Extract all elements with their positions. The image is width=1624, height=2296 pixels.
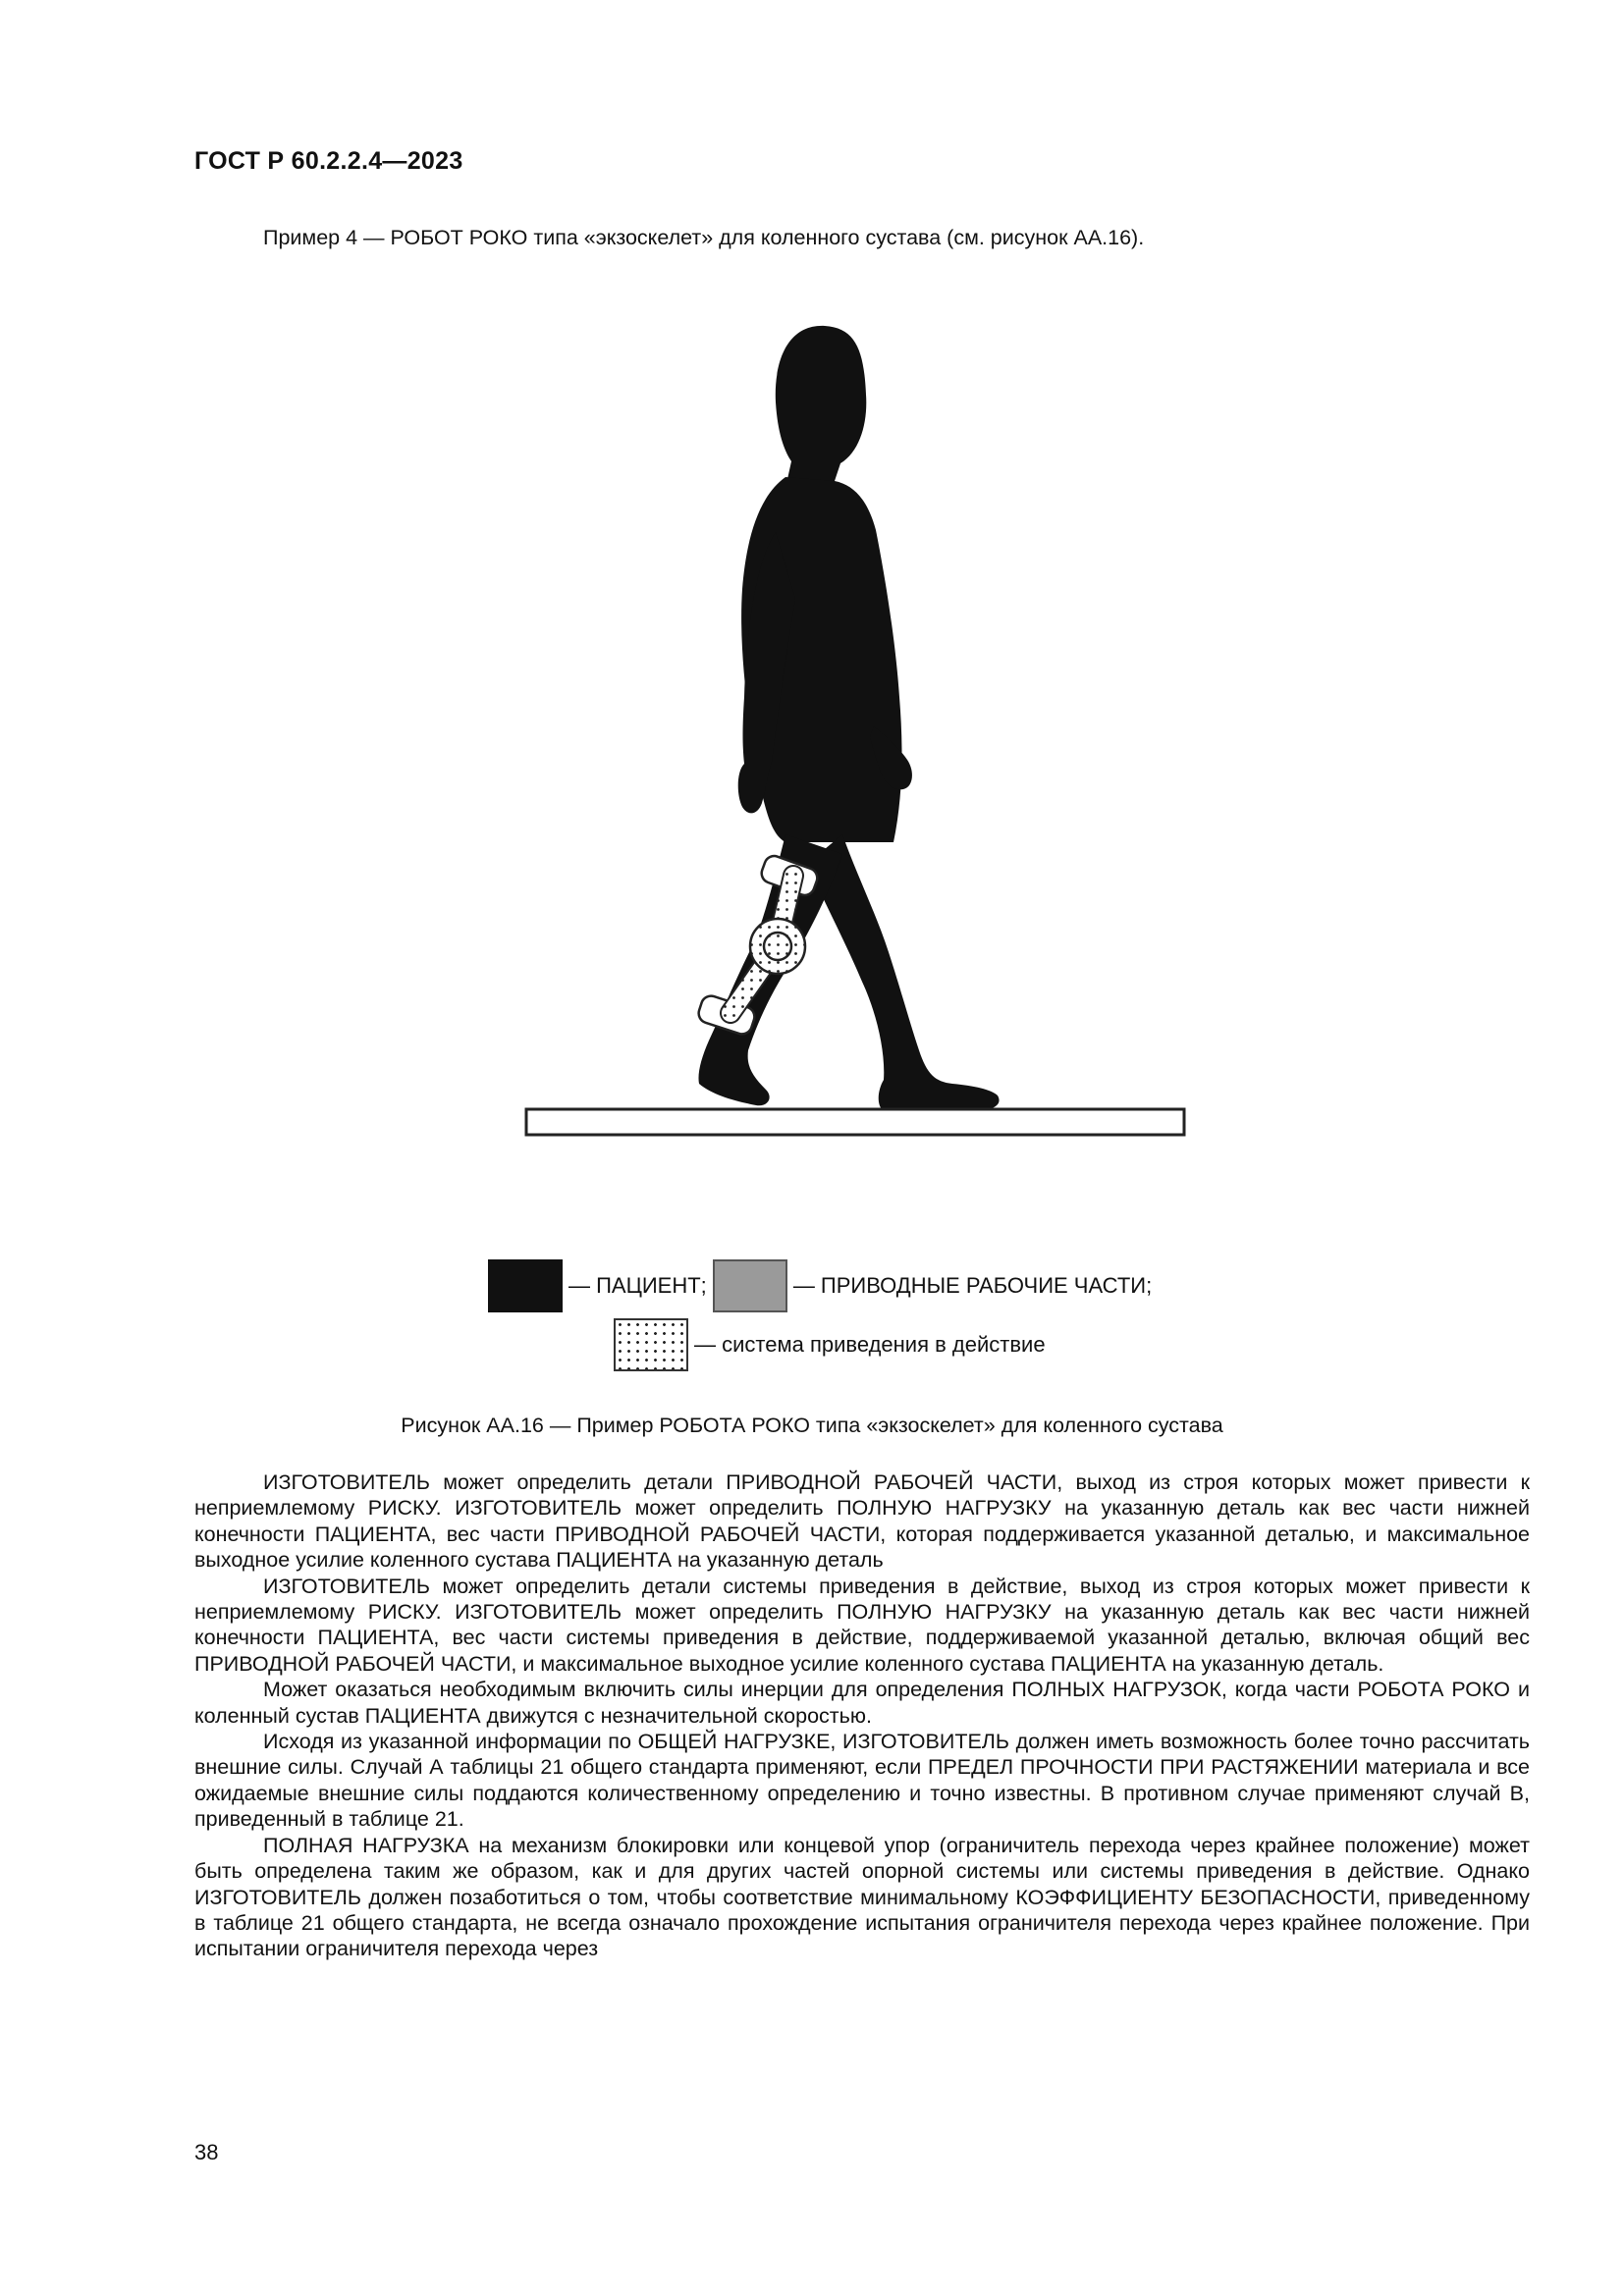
legend-row-1 — [488, 1259, 1158, 1312]
body-text — [194, 1469, 1530, 1962]
legend-driven-parts-label: — ПРИВОДНЫЕ РАБОЧИЕ ЧАСТИ; — [792, 1273, 1153, 1298]
driven-parts-swatch — [713, 1259, 787, 1312]
paragraph-4: Исходя из указанной информации по ОБЩЕЙ НАГРУЗКЕ, ИЗГОТОВИТЕЛЬ должен иметь возможность более точно рассчитать внешние силы. Случай А таблицы 21 общего стандарта применяют, если ПРЕДЕЛ ПРОЧНОСТИ ПРИ РАСТЯЖЕНИИ материала и все ожидаемые внешние силы поддаются количественному определению и точно известны. В противном случае применяют случай В, приведенный в таблице 21. — [194, 1730, 1530, 1832]
paragraph-2: ИЗГОТОВИТЕЛЬ может определить детали системы приведения в действие, выход из строя которых может привести к неприемлемому РИСКУ. ИЗГОТОВИТЕЛЬ может определить ПОЛНУЮ НАГРУЗКУ на указанную деталь как вес части нижней конечности ПАЦИЕНТА, вес части системы приведения в действие, поддерживаемой указанной деталью, включая общий вес ПРИВОДНОЙ РАБОЧЕЙ ЧАСТИ, и максимальное выходное усилие коленного сустава ПАЦИЕНТА на указанную деталь. — [194, 1574, 1530, 1676]
legend-patient-label: — ПАЦИЕНТ; — [568, 1273, 707, 1298]
example-line: Пример 4 — РОБОТ РОКО типа «экзоскелет» для коленного сустава (см. рисунок АА.16). — [263, 226, 1145, 249]
paragraph-1: ИЗГОТОВИТЕЛЬ может определить детали ПРИВОДНОЙ РАБОЧЕЙ ЧАСТИ, выход из строя которых может привести к неприемлемому РИСКУ. ИЗГОТОВИТЕЛЬ может определить ПОЛНУЮ НАГРУЗКУ на указанную деталь как вес части нижней конечности ПАЦИЕНТА, вес части ПРИВОДНОЙ РАБОЧЕЙ ЧАСТИ, которая поддерживается указанной деталью, и максимальное выходное усилие коленного сустава ПАЦИЕНТА на указанную деталь — [194, 1470, 1530, 1573]
figure-caption: Рисунок АА.16 — Пример РОБОТА РОКО типа «экзоскелет» для коленного сустава — [401, 1414, 1223, 1437]
actuation-system-swatch — [614, 1318, 688, 1371]
paragraph-3: Может оказаться необходимым включить силы инерции для определения ПОЛНЫХ НАГРУЗОК, когда части РОБОТА РОКО и коленный сустав ПАЦИЕНТА движутся с незначительной скоростью. — [194, 1678, 1530, 1728]
legend-actuation-system-label: — система приведения в действие — [694, 1332, 1046, 1357]
exoskeleton-figure — [491, 304, 1237, 1237]
patient-swatch — [488, 1259, 563, 1312]
floor-platform — [526, 1109, 1184, 1135]
paragraph-5: ПОЛНАЯ НАГРУЗКА на механизм блокировки или концевой упор (ограничитель перехода через крайнее положение) может быть определена таким же образом, как и для других частей опорной системы или системы приведения в действие. Однако ИЗГОТОВИТЕЛЬ должен позаботиться о том, чтобы соответствие минимальному КОЭФФИЦИЕНТУ БЕЗОПАСНОСТИ, приведенному в таблице 21 общего стандарта, не всегда означало прохождение испытания ограничителя перехода через крайнее положение. При испытании ограничителя перехода через — [194, 1833, 1530, 1961]
walking-patient-illustration — [491, 304, 1237, 1237]
page-number: 38 — [194, 2140, 219, 2164]
legend-row-2 — [614, 1318, 1052, 1371]
document-header: ГОСТ Р 60.2.2.4—2023 — [194, 147, 463, 175]
